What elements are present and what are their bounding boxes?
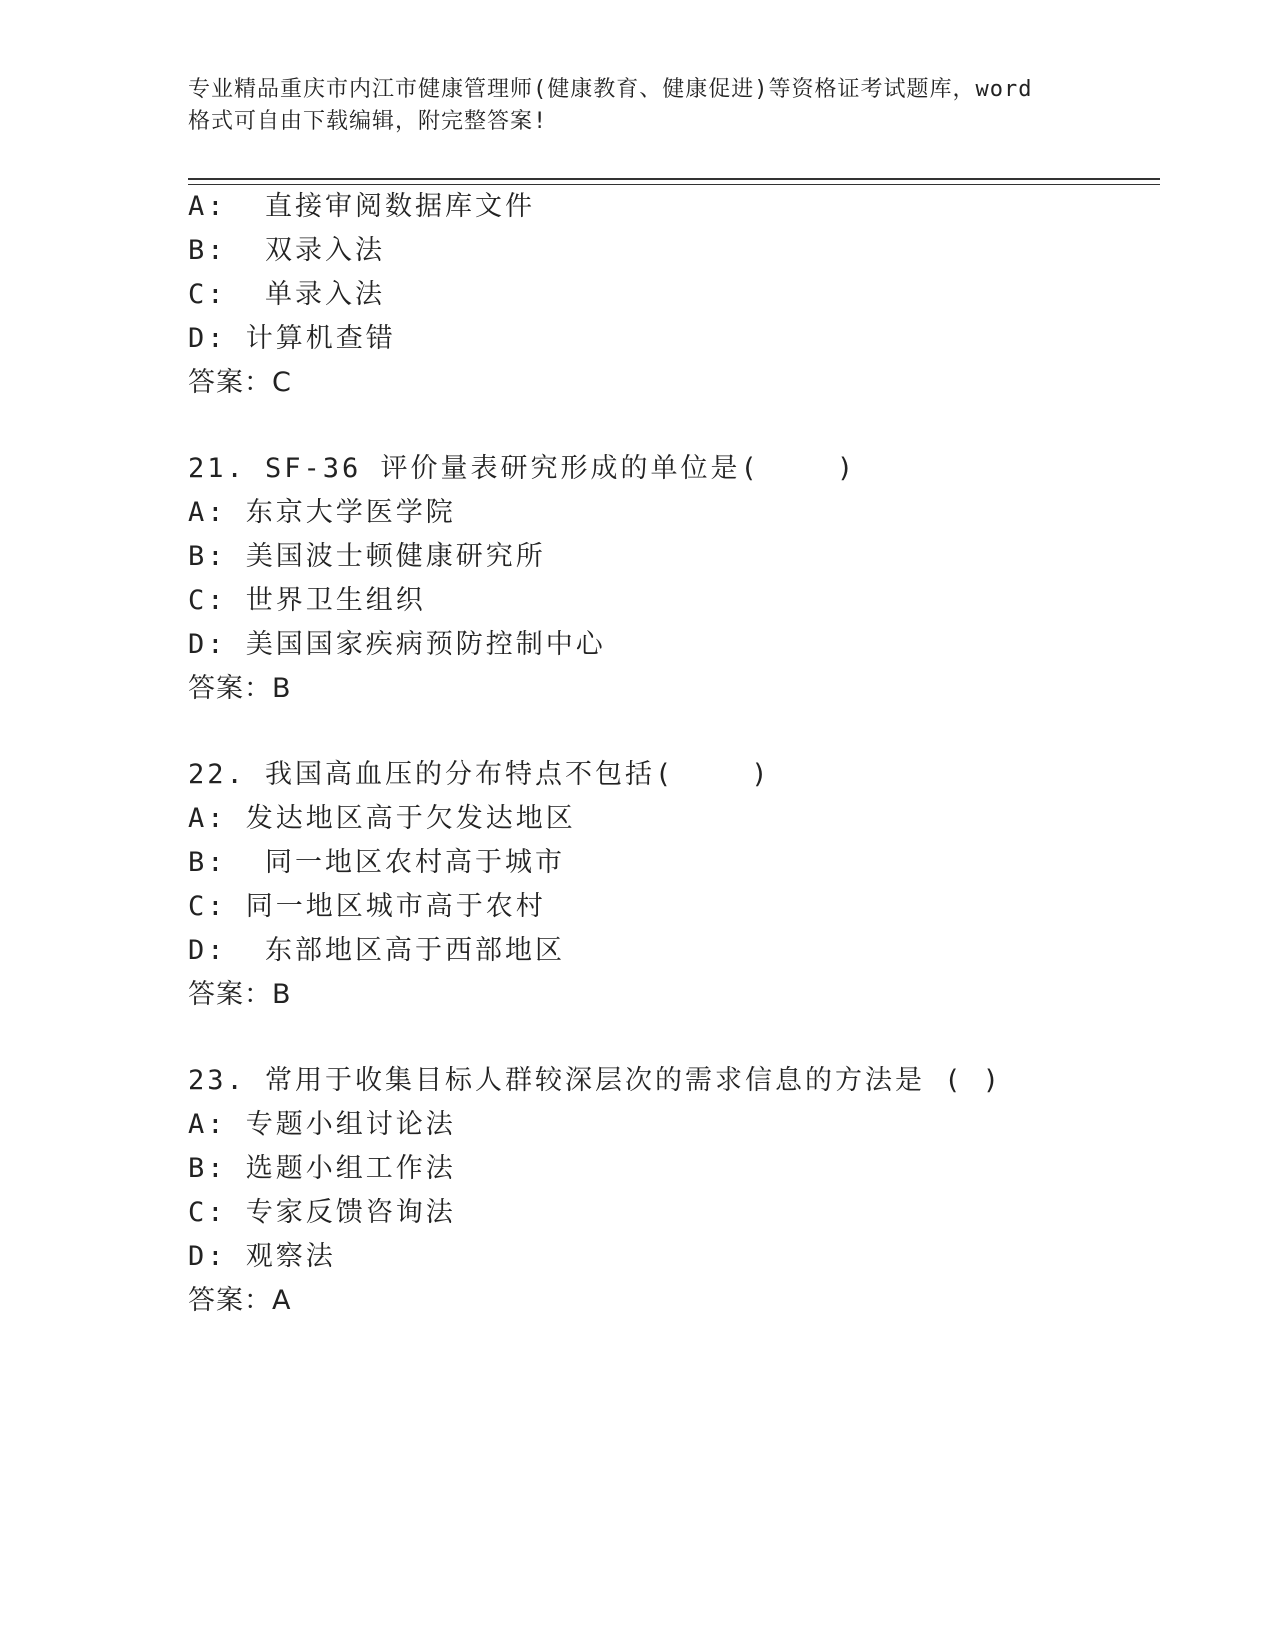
header-line-1: 专业精品重庆市内江市健康管理师(健康教育、健康促进)等资格证考试题库，word	[188, 77, 1033, 102]
question-23-option-a: A: 专题小组讨论法	[188, 1109, 456, 1140]
prev-option-b: B: 双录入法	[188, 235, 386, 266]
header-divider-thick	[188, 178, 1160, 180]
question-21-option-d: D: 美国国家疾病预防控制中心	[188, 629, 606, 660]
prev-answer: 答案：C	[188, 367, 292, 398]
question-21-answer: 答案：B	[188, 673, 292, 704]
prev-option-a: A: 直接审阅数据库文件	[188, 191, 536, 222]
question-22-stem: 22. 我国高血压的分布特点不包括( )	[188, 759, 771, 790]
question-23-option-d: D: 观察法	[188, 1241, 336, 1272]
header-line-2: 格式可自由下载编辑，附完整答案!	[188, 109, 548, 134]
question-22-option-c: C: 同一地区城市高于农村	[188, 891, 546, 922]
prev-option-c: C: 单录入法	[188, 279, 386, 310]
header-divider-thin	[188, 184, 1160, 185]
question-22-option-d: D: 东部地区高于西部地区	[188, 935, 566, 966]
prev-option-d: D: 计算机查错	[188, 323, 396, 354]
question-23-option-b: B: 选题小组工作法	[188, 1153, 456, 1184]
question-23-stem: 23. 常用于收集目标人群较深层次的需求信息的方法是 ( )	[188, 1065, 1003, 1096]
question-22-option-b: B: 同一地区农村高于城市	[188, 847, 566, 878]
question-21-option-c: C: 世界卫生组织	[188, 585, 426, 616]
question-21-stem: 21. SF-36 评价量表研究形成的单位是( )	[188, 453, 857, 484]
question-23-option-c: C: 专家反馈咨询法	[188, 1197, 456, 1228]
question-23-answer: 答案：A	[188, 1285, 292, 1316]
question-21-option-a: A: 东京大学医学院	[188, 497, 456, 528]
question-21-option-b: B: 美国波士顿健康研究所	[188, 541, 546, 572]
question-22-answer: 答案：B	[188, 979, 292, 1010]
question-22-option-a: A: 发达地区高于欠发达地区	[188, 803, 576, 834]
document-header	[188, 74, 1108, 138]
